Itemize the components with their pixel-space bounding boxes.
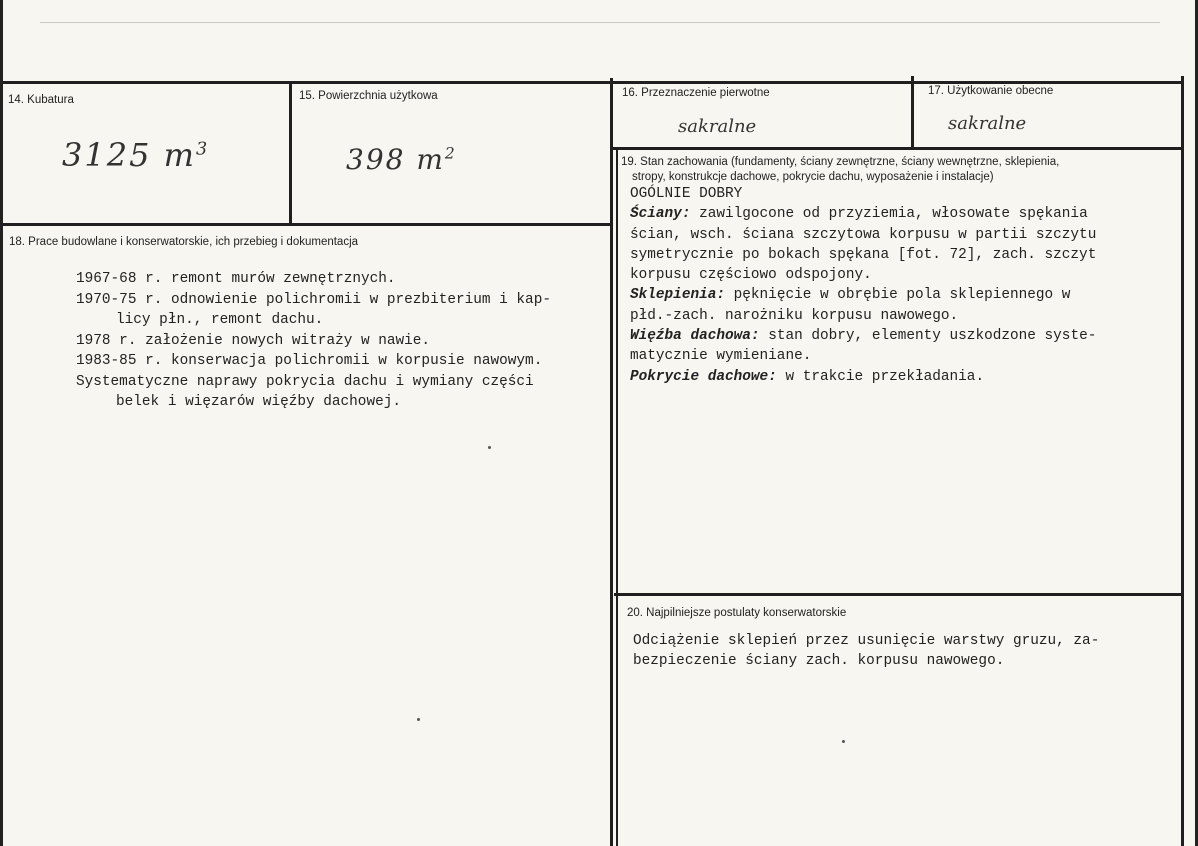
scan-speck	[488, 446, 491, 449]
divider-main	[610, 78, 613, 846]
rule-16-17-bottom	[610, 147, 1184, 150]
rule-14-15-bottom	[3, 223, 612, 226]
field-15-label: 15. Powierzchnia użytkowa	[299, 90, 438, 102]
roof-line-1	[630, 367, 1096, 387]
roof-text-1: w trakcie przekładania.	[785, 368, 985, 385]
divider-main-inner	[616, 150, 618, 846]
field-17-label: 17. Użytkowanie obecne	[928, 85, 1054, 97]
vault-line-1	[630, 285, 1096, 305]
work-line: Systematyczne naprawy pokrycia dachu i wymiany części	[76, 373, 534, 390]
walls-line-2: ścian, wsch. ściana szczytowa korpusu w partii szczytu	[630, 226, 1097, 243]
work-line: 1983-85 r. konserwacja polichromii w korpusie nawowym.	[76, 353, 543, 369]
walls-line-3: symetrycznie po bokach spękana [fot. 72], zach. szczyt	[630, 246, 1097, 263]
walls-term: Ściany:	[630, 206, 691, 223]
work-line: 1978 r. założenie nowych witraży w nawie.	[76, 332, 431, 349]
work-line: 1967-68 r. remont murów zewnętrznych.	[76, 271, 396, 287]
field-19-label-line2: stropy, konstrukcje dachowe, pokrycie dachu, wyposażenie i instalacje)	[632, 171, 994, 183]
volume-unit-exponent: 3	[195, 139, 210, 160]
field-14-label: 14. Kubatura	[8, 94, 74, 106]
truss-line-1	[630, 326, 1096, 346]
walls-line-1	[630, 204, 1096, 224]
field-16-label: 16. Przeznaczenie pierwotne	[622, 87, 770, 99]
top-rule	[3, 81, 1184, 84]
postulate-line-1: Odciążenie sklepień przez usunięcie warstwy gruzu, za-	[633, 633, 1100, 649]
walls-text-1: zawilgocone od przyziemia, włosowate spękania	[699, 206, 1088, 223]
field-20-label: 20. Najpilniejsze postulaty konserwatorskie	[627, 607, 847, 619]
work-line: licy płn., remont dachu.	[116, 312, 324, 328]
truss-line-2: matycznie wymieniane.	[630, 348, 812, 365]
truss-text-1: stan dobry, elementy uszkodzone syste-	[768, 328, 1097, 345]
field-19-label-line1: 19. Stan zachowania (fundamenty, ściany zewnętrzne, ściany wewnętrzne, sklepienia,	[621, 156, 1060, 168]
roof-term: Pokrycie dachowe:	[630, 368, 777, 385]
divider-14-15	[289, 81, 292, 225]
field-15-value	[346, 143, 457, 176]
rule-19-bottom	[614, 593, 1184, 596]
area-value: 398 m	[346, 143, 445, 176]
field-17-value: sakralne	[948, 113, 1027, 134]
divider-16-17	[911, 76, 914, 149]
field-20-text	[633, 631, 1099, 672]
field-18-text	[76, 269, 551, 413]
faint-top-rule	[40, 22, 1160, 23]
vault-text-1: pęknięcie w obrębie pola sklepiennego w	[733, 287, 1071, 304]
field-14-value	[62, 136, 209, 174]
card-edge-left	[0, 0, 3, 846]
volume-value: 3125 m	[62, 136, 196, 174]
right-border	[1181, 76, 1184, 846]
field-19-text	[630, 184, 1096, 387]
scan-speck	[417, 718, 420, 721]
vault-line-2: płd.-zach. narożniku korpusu nawowego.	[630, 307, 959, 324]
work-line: 1970-75 r. odnowienie polichromii w prezbiterium i kap-	[76, 291, 551, 308]
general-condition: OGÓLNIE DOBRY	[630, 186, 743, 202]
area-unit-exponent: 2	[444, 144, 457, 163]
walls-line-4: korpusu częściowo odspojony.	[630, 267, 872, 284]
field-16-value: sakralne	[678, 116, 757, 137]
postulate-line-2: bezpieczenie ściany zach. korpusu nawowego.	[633, 653, 1005, 670]
field-18-label: 18. Prace budowlane i konserwatorskie, ich przebieg i dokumentacja	[9, 236, 359, 248]
work-line: belek i więzarów więźby dachowej.	[116, 394, 401, 410]
scan-speck	[842, 740, 845, 743]
truss-term: Więźba dachowa:	[630, 328, 760, 345]
vault-term: Sklepienia:	[630, 287, 725, 304]
